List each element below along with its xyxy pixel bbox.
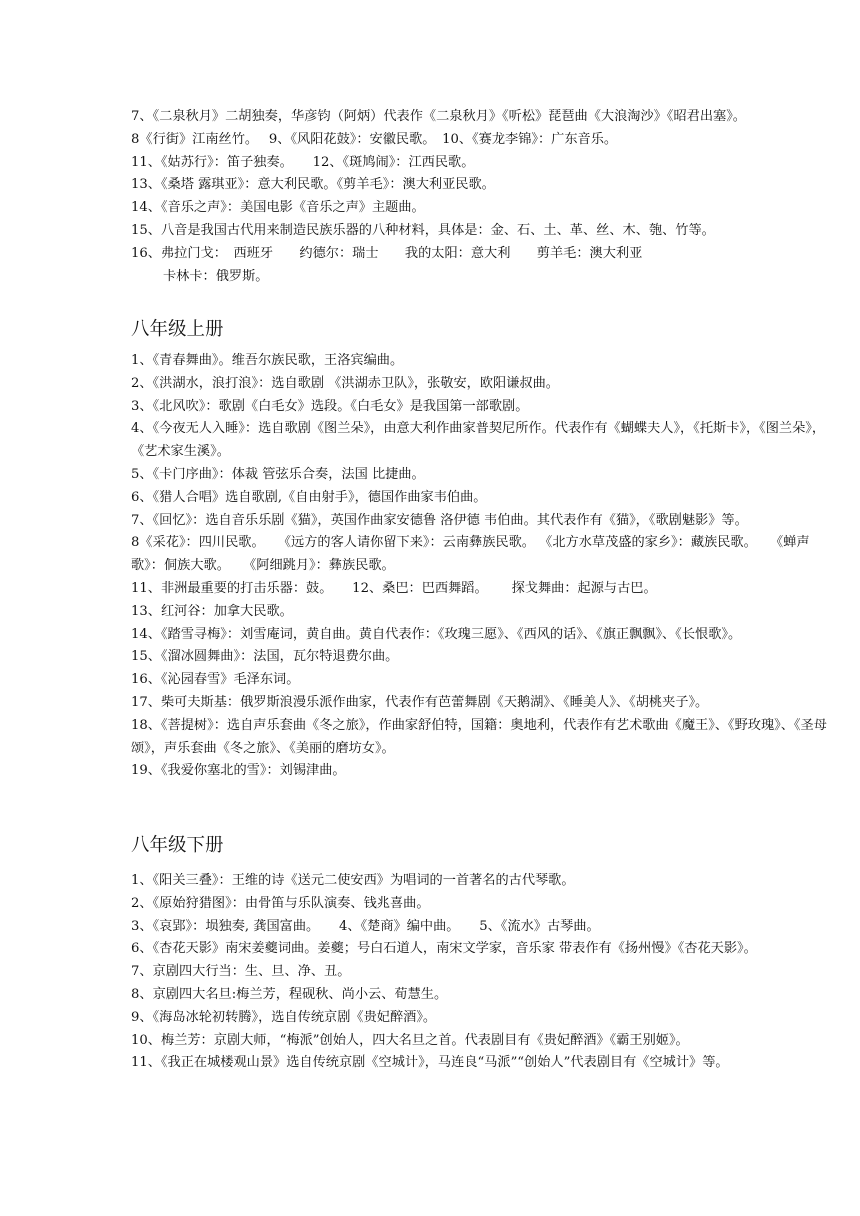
list-item: 14、《音乐之声》：美国电影《音乐之声》主题曲。 — [131, 200, 425, 216]
list-item: 3、《北风吹》：歌剧《白毛女》选段。《白毛女》是我国第一部歌剧。 — [131, 398, 529, 414]
list-item: 6、《猎人合唱》选自歌剧,《自由射手》，德国作曲家韦伯曲。 — [131, 489, 487, 505]
list-item: 13、红河谷：加拿大民歌。 — [131, 603, 293, 619]
list-item: 8《行街》江南丝竹。 9、《风阳花鼓》：安徽民歌。 10、《赛龙李锦》：广东音乐。 — [131, 131, 618, 147]
list-item: 3、《哀郢》：埙独奏, 龚国富曲。 4、《楚商》编中曲。 5、《流水》古琴曲。 — [131, 918, 600, 934]
list-item: 1、《阳关三叠》：王维的诗《送元二使安西》为唱词的一首著名的古代琴歌。 — [131, 873, 575, 888]
list-item: 18、《菩提树》：选自声乐套曲《冬之旅》，作曲家舒伯特，国籍：奥地利，代表作有艺术歌曲《魔王》、《野玫瑰》、《圣母颂》，声乐套曲《冬之旅》、《美丽的磨坊女》。 — [131, 717, 827, 756]
list-item: 1、《青春舞曲》。维吾尔族民歌，王洛宾编曲。 — [131, 353, 404, 368]
list-item: 17、柴可夫斯基：俄罗斯浪漫乐派作曲家，代表作有芭蕾舞剧《天鹅湖》、《睡美人》、《胡桃夹子》。 — [131, 694, 709, 710]
list-item: 8、京剧四大名旦:梅兰芳，程砚秋、尚小云、荀慧生。 — [131, 986, 448, 1002]
grade8-second-list — [131, 870, 831, 1075]
list-item: 11、《姑苏行》：笛子独奏。 12、《斑鸠闹》：江西民歌。 — [131, 154, 475, 170]
list-item: 9、《海岛冰轮初转腾》，选自传统京剧《贵妃醉酒》。 — [131, 1009, 437, 1025]
list-item: 19、《我爱你塞北的雪》：刘锡津曲。 — [131, 763, 346, 779]
list-item: 8《采花》：四川民歌。 《远方的客人请你留下来》：云南彝族民歌。 《北方水草茂盛的家乡》：藏族民歌。 《蝉声歌》：侗族大歌。 《阿细跳月》：彝族民歌。 — [131, 535, 810, 574]
section-heading-grade8-first: 八年级上册 — [131, 319, 224, 340]
list-item: 4、《今夜无人入睡》：选自歌剧《图兰朵》，由意大利作曲家普契尼所作。代表作有《蝴蝶夫人》，《托斯卡》，《图兰朵》，《艺术家生溪》。 — [131, 421, 826, 460]
list-item: 15、《溜冰圆舞曲》：法国，瓦尔特退费尔曲。 — [131, 649, 399, 665]
list-item: 2、《原始狩猎图》：由骨笛与乐队演奏、钱兆喜曲。 — [131, 895, 430, 911]
section-heading-grade8-second: 八年级下册 — [131, 835, 224, 856]
list-item: 11、《我正在城楼观山景》选自传统京剧《空城计》，马连良“马派”“创始人”代表剧目有《空城计》等。 — [131, 1055, 729, 1071]
list-item: 14、《踏雪寻梅》：刘雪庵词，黄自曲。黄自代表作：《玫瑰三愿》、《西风的话》、《旗正飘飘》、《长恨歌》。 — [131, 626, 742, 642]
list-item: 11、非洲最重要的打击乐器：鼓。 12、桑巴：巴西舞蹈。 探戈舞曲：起源与古巴。 — [131, 580, 657, 596]
top-section — [131, 106, 831, 288]
list-item: 5、《卡门序曲》：体裁 管弦乐合奏，法国 比捷曲。 — [131, 466, 425, 482]
list-item: 15、八音是我国古代用来制造民族乐器的八种材料，具体是：金、石、土、革、丝、木、匏、竹等。 — [131, 222, 715, 238]
list-item: 2、《洪湖水，浪打浪》：选自歌剧 《洪湖赤卫队》，张敬安，欧阳谦叔曲。 — [131, 375, 559, 391]
list-item: 16、《沁园春雪》毛泽东词。 — [131, 672, 300, 688]
list-item: 7、京剧四大行当：生、旦、净、丑。 — [131, 964, 351, 980]
list-item: 16、弗拉门戈： 西班牙 约德尔：瑞士 我的太阳：意大利 剪羊毛：澳大利亚 — [131, 245, 643, 261]
list-item: 10、梅兰芳：京剧大师，“梅派”创始人，四大名旦之首。代表剧目有《贵妃醉酒》《霸王别姬》。 — [131, 1032, 689, 1048]
list-item: 13、《桑塔 露琪亚》：意大利民歌。《剪羊毛》：澳大利亚民歌。 — [131, 177, 495, 193]
list-item: 卡林卡：俄罗斯。 — [163, 268, 269, 284]
list-item: 6、《杏花天影》南宋姜夔词曲。姜夔；号白石道人，南宋文学家，音乐家 带表作有《扬州慢》《杏花天影》。 — [131, 941, 757, 957]
list-item: 7、《回忆》：选自音乐乐剧《猫》，英国作曲家安德鲁 洛伊德 韦伯曲。其代表作有《猫》，《歌剧魅影》等。 — [131, 512, 748, 528]
grade8-first-list — [131, 350, 831, 783]
list-item: 7、《二泉秋月》二胡独奏，华彦钧（阿炳）代表作《二泉秋月》《听松》琵琶曲《大浪淘沙》《昭君出塞》。 — [131, 109, 746, 124]
